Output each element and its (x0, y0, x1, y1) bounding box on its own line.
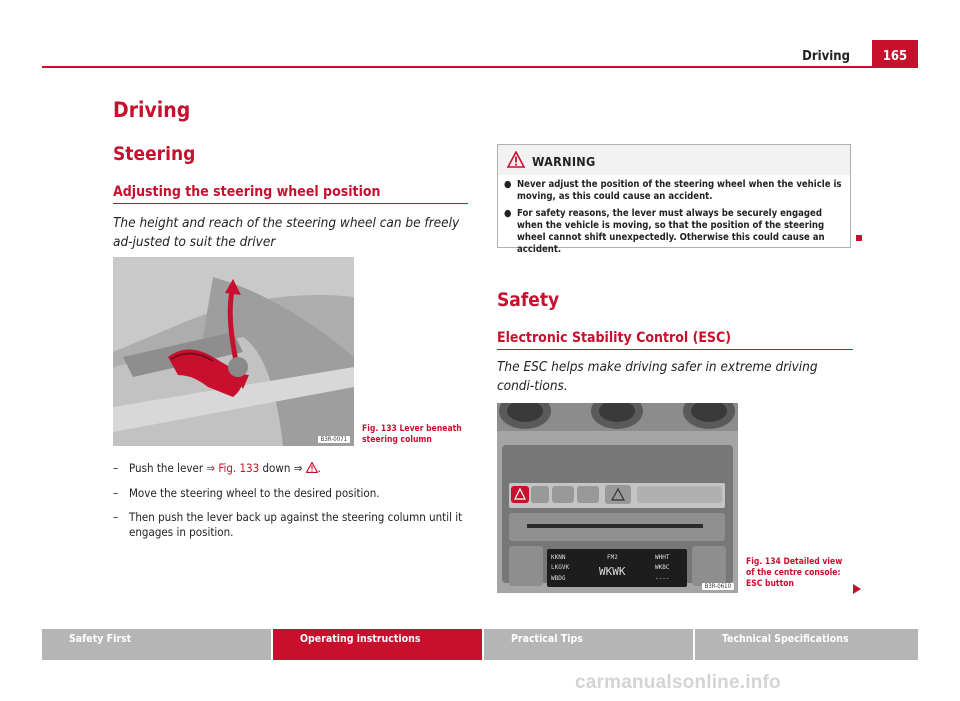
step-3 (113, 510, 468, 540)
figure-code: B3R-0071 (318, 436, 350, 443)
step-1-mid: down ⇒ (259, 461, 306, 475)
radio-center-top: FM2 (607, 554, 618, 561)
radio-right-3: ---- (655, 575, 670, 582)
warning-item-2 (504, 208, 842, 256)
radio-left-2: LKGVK (551, 564, 570, 571)
warning-item-2-text: For safety reasons, the lever must always be securely engaged when the vehicle is moving, so that the position of the steering wheel cannot shift unexpectedly. Otherwise this could cause an accident. (517, 208, 825, 255)
warning-icon[interactable] (306, 462, 318, 473)
figure-centre-console (497, 403, 738, 593)
intro-esc: The ESC helps make driving safer in extreme driving condi-tions. (497, 359, 818, 394)
step-dash: – (113, 510, 119, 524)
radio-right-2: WKBC (655, 564, 670, 571)
footer-tab-practical-tips[interactable]: Practical Tips (484, 629, 693, 660)
step-1 (113, 461, 468, 476)
warning-item-1-text: Never adjust the position of the steering wheel when the vehicle is moving, as this could cause an accident. (517, 179, 842, 202)
radio-center-main: WKWK (599, 565, 626, 578)
radio-left-3: WBDG (551, 575, 566, 582)
section-end-marker (856, 235, 862, 241)
footer-tab-operating-instructions[interactable]: Operating instructions (273, 629, 482, 660)
centre-console-illustration (497, 403, 738, 593)
step-3-text: Then push the lever back up against the steering column until it engages in position. (129, 510, 463, 539)
step-dash: – (113, 461, 119, 475)
figure-caption-133: Fig. 133 Lever beneath steering column (362, 424, 462, 445)
warning-icon (507, 151, 525, 168)
radio-right-1: WHHT (655, 554, 670, 561)
warning-header (498, 145, 850, 175)
section-title-safety: Safety (497, 289, 560, 311)
radio-left-1: KKNN (551, 554, 566, 561)
header-rule (42, 66, 918, 68)
continue-arrow-icon (853, 584, 861, 594)
chapter-title: Driving (113, 98, 191, 122)
footer-tab-technical-specifications[interactable]: Technical Specifications (695, 629, 918, 660)
running-header-title: Driving (802, 49, 850, 64)
step-1-end: . (317, 461, 321, 475)
warning-title: WARNING (532, 154, 596, 169)
warning-item-1 (504, 179, 842, 203)
footer-nav (42, 629, 918, 660)
step-2-text: Move the steering wheel to the desired position. (129, 486, 380, 500)
section-title-steering: Steering (113, 143, 196, 165)
footer-tab-safety-first[interactable]: Safety First (42, 629, 271, 660)
figure-steering-lever (113, 257, 354, 446)
bullet: ● (504, 208, 512, 219)
figure-caption-134: Fig. 134 Detailed view of the centre console: ESC button (746, 557, 843, 589)
step-1-text: Push the lever (129, 461, 207, 475)
page-number: 165 (872, 40, 918, 66)
step-dash: – (113, 486, 119, 500)
figure-link-133[interactable]: ⇒ Fig. 133 (206, 461, 260, 475)
bullet: ● (504, 179, 512, 190)
subsection-title-esc: Electronic Stability Control (ESC) (497, 330, 853, 350)
figure-code: B3R-0610 (702, 583, 734, 590)
watermark: carmanualsonline.info (575, 672, 781, 693)
step-2 (113, 486, 468, 501)
steering-lever-illustration (113, 257, 354, 446)
intro-adjust: The height and reach of the steering wheel can be freely ad-justed to suit the driver (113, 215, 460, 250)
subsection-title-adjust: Adjusting the steering wheel position (113, 184, 468, 204)
warning-box (497, 144, 851, 255)
